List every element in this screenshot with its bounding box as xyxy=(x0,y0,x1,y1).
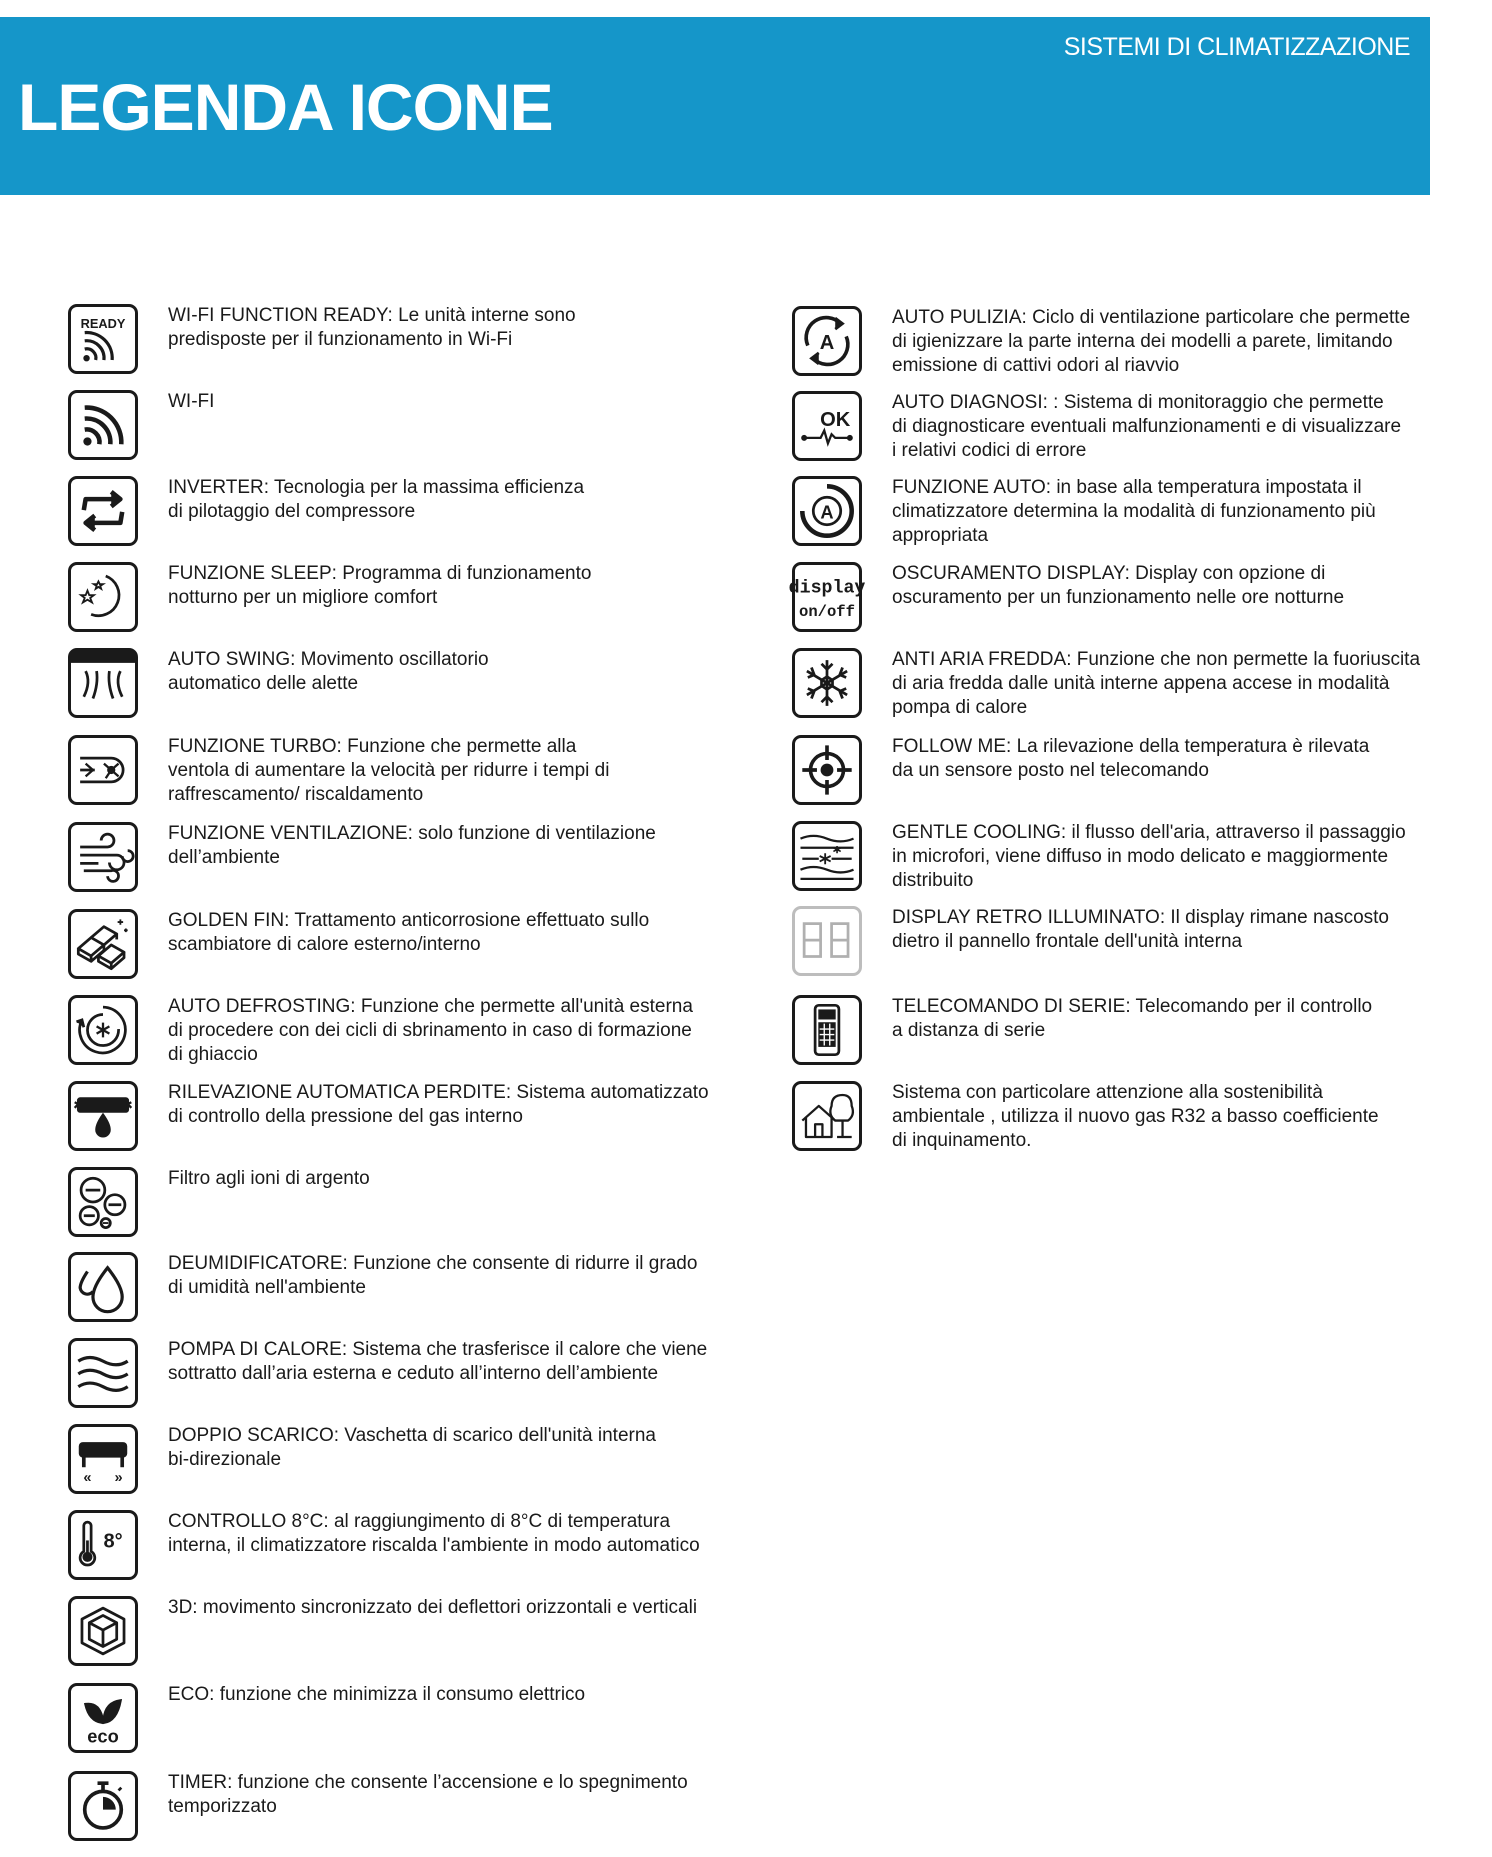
gentle-cooling-icon xyxy=(792,821,862,891)
legend-text: RILEVAZIONE AUTOMATICA PERDITE: Sistema automatizzato di controllo della pressione del gas interno xyxy=(168,1082,709,1127)
defrost-swirl-icon xyxy=(68,995,138,1065)
remote-control-icon xyxy=(792,995,862,1065)
ready-wifi-icon xyxy=(68,304,138,374)
water-drops-icon xyxy=(68,1252,138,1322)
legend-text: DEUMIDIFICATORE: Funzione che consente di ridurre il grado di umidità nell'ambiente xyxy=(168,1253,698,1298)
legend-text: Sistema con particolare attenzione alla sostenibilità ambientale , utilizza il nuovo gas R32 a basso coefficiente di inquinamento. xyxy=(892,1082,1379,1151)
eco-leaf-icon xyxy=(68,1683,138,1753)
legend-text: FUNZIONE AUTO: in base alla temperatura impostata il climatizzatore determina la modalità di funzionamento più appropriata xyxy=(892,477,1376,546)
crosshair-icon xyxy=(792,735,862,805)
legend-text: WI-FI FUNCTION READY: Le unità interne sono predisposte per il funzionamento in Wi-Fi xyxy=(168,305,576,350)
legend-text: GENTLE COOLING: il flusso dell'aria, attraverso il passaggio in microfori, viene diffuso in modo delicato e maggiormente distribuito xyxy=(892,822,1406,891)
gold-bars-icon xyxy=(68,909,138,979)
ok-icon-text: OK xyxy=(820,409,851,431)
legend-text: Filtro agli ioni di argento xyxy=(168,1168,370,1189)
wifi-icon xyxy=(68,390,138,460)
legend-text: WI-FI xyxy=(168,391,215,412)
legend-text: TIMER: funzione che consente l’accensione e lo spegnimento temporizzato xyxy=(168,1772,688,1817)
legend-text: CONTROLLO 8°C: al raggiungimento di 8°C di temperatura interna, il climatizzatore riscalda l'ambiente in modo automatico xyxy=(168,1511,700,1556)
legend-text: GOLDEN FIN: Trattamento anticorrosione effettuato sullo scambiatore di calore esterno/interno xyxy=(168,910,650,955)
swing-louver-icon xyxy=(68,648,138,718)
legend-text: ANTI ARIA FREDDA: Funzione che non permette la fuoriuscita di aria fredda dalle unità interne appena accese in modalità pompa di calore xyxy=(892,649,1421,718)
section-label: SISTEMI DI CLIMATIZZAZIONE xyxy=(1063,33,1410,61)
legend-text: 3D: movimento sincronizzato dei deflettori orizzontali e verticali xyxy=(168,1597,698,1618)
legend-text: INVERTER: Tecnologia per la massima efficienza di pilotaggio del compressore xyxy=(168,477,585,522)
legend-text: ECO: funzione che minimizza il consumo elettrico xyxy=(168,1684,586,1705)
ready-icon-text: READY xyxy=(80,316,126,332)
legend-text: AUTO PULIZIA: Ciclo di ventilazione particolare che permette di igienizzare la parte interna dei modelli a parete, limitando emissione di cattivi odori al riavvio xyxy=(892,307,1411,376)
legend-text: FUNZIONE TURBO: Funzione che permette alla ventola di aumentare la velocità per ridurre i tempi di raffrescamento/ riscaldamento xyxy=(168,736,610,805)
cube-3d-icon xyxy=(68,1596,138,1666)
thermometer-8-icon xyxy=(68,1510,138,1580)
legend-text: AUTO DIAGNOSI: : Sistema di monitoraggio che permette di diagnosticare eventuali malfunzionamenti e di visualizzare i relativi codici di errore xyxy=(892,392,1402,461)
legend-text: TELECOMANDO DI SERIE: Telecomando per il controllo a distanza di serie xyxy=(892,996,1373,1041)
legend-text: POMPA DI CALORE: Sistema che trasferisce il calore che viene sottratto dall’aria esterna e ceduto all’interno dell’ambiente xyxy=(168,1339,708,1384)
double-drain-icon xyxy=(68,1424,138,1494)
house-tree-icon xyxy=(792,1081,862,1151)
thermometer-icon-text: 8° xyxy=(103,1530,123,1553)
legend-text: OSCURAMENTO DISPLAY: Display con opzione di oscuramento per un funzionamento nelle ore notturne xyxy=(892,563,1345,608)
auto-mode-icon-text: A xyxy=(820,501,834,523)
snowflake-icon xyxy=(792,648,862,718)
heat-waves-icon xyxy=(68,1338,138,1408)
leak-detection-icon xyxy=(68,1081,138,1151)
header-banner xyxy=(0,17,1430,195)
onoff-icon-text: on/off xyxy=(799,603,855,622)
wind-swirl-icon xyxy=(68,822,138,892)
auto-clean-icon-text: A xyxy=(819,332,835,355)
inverter-arrows-icon xyxy=(68,476,138,546)
legend-text: AUTO SWING: Movimento oscillatorio automatico delle alette xyxy=(168,649,489,694)
ok-diagnosis-icon xyxy=(792,391,862,461)
display-onoff-icon xyxy=(788,562,866,632)
legend-text: DISPLAY RETRO ILLUMINATO: Il display rimane nascosto dietro il pannello frontale dell'unità interna xyxy=(892,907,1389,952)
auto-clean-icon xyxy=(792,306,862,376)
legend-text: FUNZIONE VENTILAZIONE: solo funzione di ventilazione dell’ambiente xyxy=(168,823,656,868)
eco-icon-text: eco xyxy=(87,1725,119,1747)
backlit-display-icon xyxy=(792,906,862,976)
legend-text: FUNZIONE SLEEP: Programma di funzionamento notturno per un migliore comfort xyxy=(168,563,592,608)
display-icon-text: display xyxy=(788,578,866,599)
turbo-fan-icon xyxy=(68,735,138,805)
page-title: LEGENDA ICONE xyxy=(18,70,553,144)
legend-text: AUTO DEFROSTING: Funzione che permette all'unità esterna di procedere con dei cicli di sbrinamento in caso di formazione di ghiaccio xyxy=(168,996,693,1065)
svg-text:«: « xyxy=(83,1469,92,1486)
legend-text: DOPPIO SCARICO: Vaschetta di scarico dell'unità interna bi-direzionale xyxy=(168,1425,656,1470)
auto-mode-icon xyxy=(792,476,862,546)
legend-text: FOLLOW ME: La rilevazione della temperatura è rilevata da un sensore posto nel telecomando xyxy=(892,736,1370,781)
svg-text:»: » xyxy=(114,1469,123,1486)
moon-stars-icon xyxy=(68,562,138,632)
silver-ions-icon xyxy=(68,1167,138,1237)
stopwatch-icon xyxy=(68,1771,138,1841)
